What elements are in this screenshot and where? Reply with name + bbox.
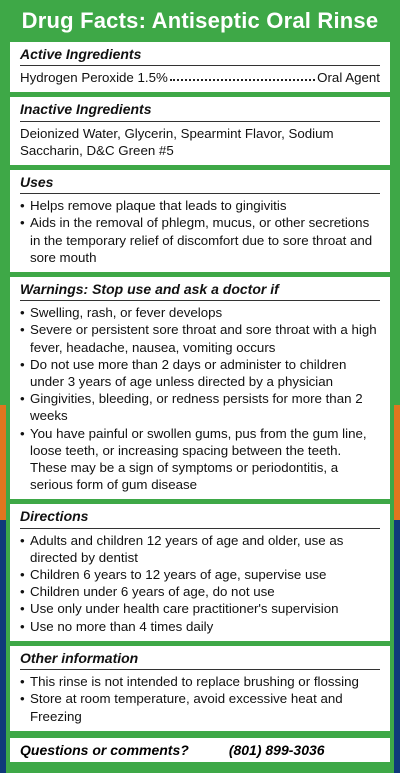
list-item: • You have painful or swollen gums, pus from the gum line, loose teeth, or increasing spacing between the teeth. These may be a sign of symptoms or periodontitis, a serious form of gum disease (20, 425, 380, 494)
list-item: • Use no more than 4 times daily (20, 618, 380, 635)
other-information-heading: Other information (20, 650, 380, 670)
list-item: • Helps remove plaque that leads to gingivitis (20, 197, 380, 214)
inactive-ingredients-heading: Inactive Ingredients (20, 101, 380, 121)
left-orange-band (0, 405, 6, 525)
questions-label: Questions or comments? (20, 741, 189, 758)
drug-facts-title: Drug Facts: Antiseptic Oral Rinse (21, 8, 379, 33)
list-item: • Adults and children 12 years of age and older, use as directed by dentist (20, 532, 380, 566)
right-orange-band (394, 405, 400, 525)
other-information-section (8, 646, 392, 733)
list-item: • Store at room temperature, avoid excessive heat and Freezing (20, 690, 380, 724)
active-ingredient-name: Hydrogen Peroxide 1.5% (20, 70, 168, 86)
directions-section (8, 504, 392, 642)
active-ingredients-heading: Active Ingredients (20, 46, 380, 66)
other-information-list (20, 673, 380, 725)
uses-section (8, 170, 392, 274)
warnings-heading: Warnings: Stop use and ask a doctor if (20, 281, 380, 301)
inactive-ingredients-text: Deionized Water, Glycerin, Spearmint Flavor, Sodium Saccharin, D&C Green #5 (20, 125, 334, 158)
list-item: • Swelling, rash, or fever develops (20, 304, 380, 321)
leader-dots (170, 69, 315, 81)
list-item: • Gingivities, bleeding, or redness persists for more than 2 weeks (20, 390, 380, 424)
directions-heading: Directions (20, 508, 380, 528)
right-blue-band (394, 520, 400, 773)
left-blue-band (0, 520, 6, 773)
drug-facts-panel (8, 0, 392, 773)
list-item: • Severe or persistent sore throat and sore throat with a high fever, headache, nausea, vomiting occurs (20, 321, 380, 355)
list-item: • Aids in the removal of phlegm, mucus, or other secretions in the temporary relief of discomfort due to sore throat and sore mouth (20, 214, 380, 266)
list-item: • Children 6 years to 12 years of age, supervise use (20, 566, 380, 583)
questions-footer (8, 736, 392, 764)
active-ingredients-section (8, 42, 392, 94)
phone-number: (801) 899-3036 (228, 741, 325, 758)
warnings-list (20, 304, 380, 493)
warnings-section (8, 277, 392, 501)
list-item: • This rinse is not intended to replace brushing or flossing (20, 673, 380, 690)
uses-list (20, 197, 380, 266)
inactive-ingredients-section (8, 97, 392, 167)
list-item: • Children under 6 years of age, do not use (20, 583, 380, 600)
active-ingredient-row (20, 69, 380, 86)
active-ingredient-purpose: Oral Agent (317, 70, 380, 86)
directions-list (20, 532, 380, 635)
uses-heading: Uses (20, 174, 380, 194)
list-item: • Do not use more than 2 days or administer to children under 3 years of age unless directed by a physician (20, 356, 380, 390)
list-item: • Use only under health care practitioner's supervision (20, 600, 380, 617)
